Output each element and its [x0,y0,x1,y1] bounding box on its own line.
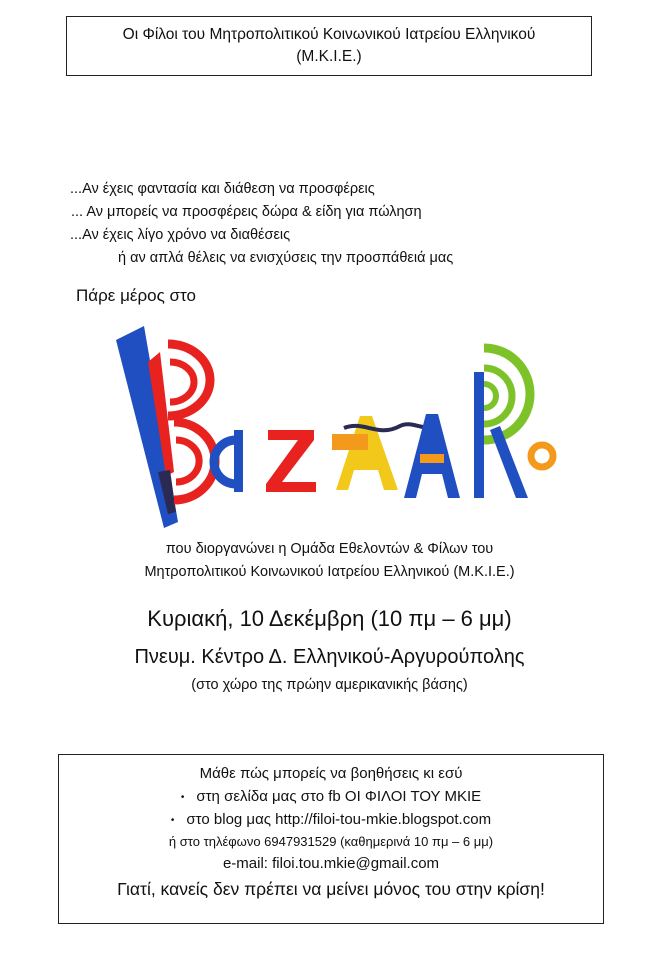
bullet-icon: • [180,791,185,803]
contact-info-box [58,754,604,924]
bazaar-logo [108,322,568,532]
intro-line-2: ... Αν μπορείς να προσφέρεις δώρα & είδη για πώληση [71,204,422,220]
header-title: Οι Φίλοι του Μητροπολιτικού Κοινωνικού Ιατρείου Ελληνικού [122,26,536,43]
contact-facebook-text: στη σελίδα μας στο fb ΟΙ ΦΙΛΟΙ ΤΟΥ ΜΚΙΕ [196,788,482,805]
event-date: Κυριακή, 10 Δεκέμβρη (10 πμ – 6 μμ) [147,606,512,631]
take-part-heading: Πάρε μέρος στο [76,286,196,305]
header-box [66,16,592,76]
logo-letter-a [214,440,236,484]
logo-dot [531,445,553,467]
intro-line-4: ή αν απλά θέλεις να ενισχύσεις την προσπάθειά μας [118,250,454,266]
logo-letter-z [266,430,316,492]
event-venue: Πνευμ. Κέντρο Δ. Ελληνικού-Αργυρούπολης [134,646,525,668]
intro-text [70,178,453,270]
contact-blog-text: στο blog μας http://filoi-tou-mkie.blogspot.com [186,811,492,828]
intro-line-3: ...Αν έχεις λίγο χρόνο να διαθέσεις [70,227,291,243]
logo-letter-r-stem [474,372,484,498]
logo-letter-b-lower-bowl [174,422,215,500]
slogan: Γιατί, κανείς δεν πρέπει να μείνει μόνος του στην κρίση! [117,879,545,899]
organizer-line-1: που διοργανώνει η Ομάδα Εθελοντών & Φίλων του [165,541,494,557]
event-venue-note: (στο χώρο της πρώην αμερικανικής βάσης) [191,677,468,693]
organizer-text [0,538,659,584]
contact-title: Μάθε πώς μπορείς να βοηθήσεις κι εσύ [199,765,463,782]
organizer-line-2: Μητροπολιτικού Κοινωνικού Ιατρείου Ελληνικού (Μ.Κ.Ι.Ε.) [144,564,515,580]
contact-facebook [59,788,603,805]
header-abbreviation: (Μ.Κ.Ι.Ε.) [296,48,362,65]
contact-email: e-mail: filoi.tou.mkie@gmail.com [222,855,440,872]
contact-phone: ή στο τηλέφωνο 6947931529 (καθημερινά 10 πμ – 6 μμ) [168,834,494,849]
bullet-icon: • [170,814,175,826]
contact-blog [59,811,603,828]
intro-line-1: ...Αν έχεις φαντασία και διάθεση να προσφέρεις [70,181,375,197]
